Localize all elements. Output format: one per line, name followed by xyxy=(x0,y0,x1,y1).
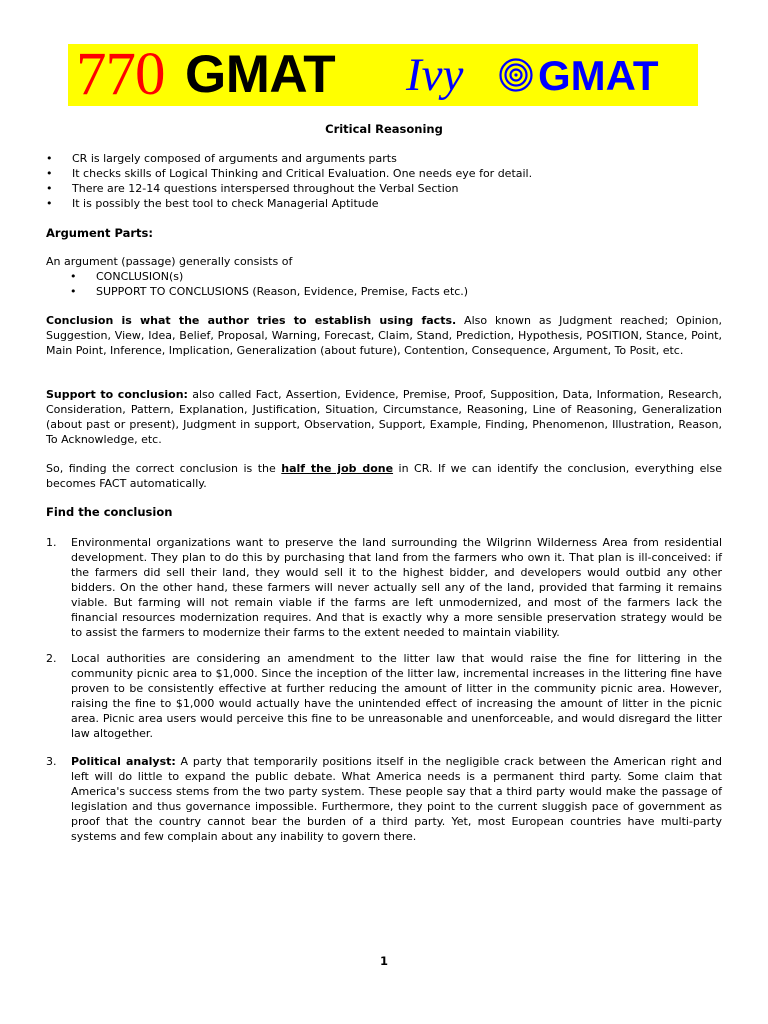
list-item: • There are 12-14 questions interspersed throughout the Verbal Section xyxy=(44,181,734,196)
question-lead: Political analyst: xyxy=(71,755,176,768)
page-number: 1 xyxy=(379,954,388,968)
support-definition: Support to conclusion: xyxy=(46,388,188,401)
list-item: • It is possibly the best tool to check Managerial Aptitude xyxy=(44,196,734,211)
question-3 xyxy=(46,754,722,844)
so-paragraph xyxy=(46,461,722,491)
question-number: 2. xyxy=(46,652,57,665)
support-paragraph xyxy=(46,387,722,447)
question-text: A party that temporarily positions itself in the negligible crack between the American right and left will do little to expand the public debate. What America needs is a permanent third party. Some claim that America's success stems from the two party system. These people say that a third party would make the passage of legislation and thus governance impossible. Furthermore, they point to the current sluggish pace of government as proof that the country cannot bear the burden of a third party. Yet, most European countries have multi-party systems and few complain about any inability to govern there. xyxy=(71,755,722,843)
question-text: Local authorities are considering an amendment to the litter law that would raise the fine for littering in the community picnic area to $1,000. Since the inception of the litter law, incremental increases in the littering fine have proven to be consistently effective at further reducing the amount of litter in the community picnic area. However, raising the fine to $1,000 would actually have the unintended effect of increasing the amount of litter in the picnic area. Picnic area users would perceive this fine to be unreasonable and unenforceable, and would disregard the litter law altogether. xyxy=(71,652,722,740)
intro-bullet-list xyxy=(44,151,734,211)
question-number: 3. xyxy=(46,755,57,768)
question-text: Environmental organizations want to preserve the land surrounding the Wilgrinn Wilderness Area from residential development. They plan to do this by purchasing that land from the farmers who own it. That plan is ill-conceived: if the farmers did sell their land, they would sell it to the highest bidder, and developers would outbid any other bidders. On the other hand, these farmers will never actually sell any of the land, provided that farming it remains viable. But farming will not remain viable if the farms are left unmodernized, and most of the farmers lack the financial resources modernization requires. And that is exactly why a more sensible preservation strategy would be to assist the farmers to modernize their farms to the extent needed to maintain viability. xyxy=(71,536,722,639)
question-2 xyxy=(46,651,722,741)
question-number: 1. xyxy=(46,536,57,549)
find-conclusion-heading: Find the conclusion xyxy=(46,505,173,519)
so-text-after: in CR. If we can identify the conclusion, everything else becomes FACT automatically. xyxy=(46,462,722,490)
logo-ivy-text: Ivy xyxy=(406,49,464,101)
conclusion-definition: Conclusion is what the author tries to establish using facts. xyxy=(46,314,457,327)
half-job-emphasis: half the job done xyxy=(281,462,394,475)
logo-banner xyxy=(68,44,698,106)
list-item: • It checks skills of Logical Thinking and Critical Evaluation. One needs eye for detail. xyxy=(44,166,734,181)
logo-770-text: 770 xyxy=(76,44,165,106)
list-item: • CONCLUSION(s) xyxy=(68,269,668,284)
logo-ivygmat-text: GMAT xyxy=(538,52,659,99)
argument-parts-lead: An argument (passage) generally consists of xyxy=(46,255,293,268)
support-synonyms: also called Fact, Assertion, Evidence, Premise, Proof, Supposition, Data, Information, Research, Consideration, Pattern, Explanation, Justification, Situation, Circumstance, Reasoning, Line of Reasoning, Generalization (about past or present), Judgment in support, Observation, Support, Example, Finding, Phenomenon, Illustration, Reason, To Acknowledge, etc. xyxy=(46,388,722,446)
logo-gmat-text: GMAT xyxy=(185,45,336,104)
conclusion-paragraph xyxy=(46,313,722,358)
page-title: Critical Reasoning xyxy=(325,122,443,136)
question-1 xyxy=(46,535,722,640)
target-icon xyxy=(499,58,533,92)
conclusion-synonyms: Also known as Judgment reached; Opinion, Suggestion, View, Idea, Belief, Proposal, Warning, Forecast, Claim, Stand, Prediction, Hypothesis, POSITION, Stance, Point, Main Point, Inference, Implication, Generalization (about future), Contention, Consequence, Argument, To Posit, etc. xyxy=(46,314,723,357)
list-item: • CR is largely composed of arguments and arguments parts xyxy=(44,151,734,166)
argument-parts-heading: Argument Parts: xyxy=(46,226,153,240)
argument-parts-list xyxy=(68,269,668,299)
list-item: • SUPPORT TO CONCLUSIONS (Reason, Evidence, Premise, Facts etc.) xyxy=(68,284,668,299)
so-text-before: So, finding the correct conclusion is the xyxy=(46,462,282,475)
